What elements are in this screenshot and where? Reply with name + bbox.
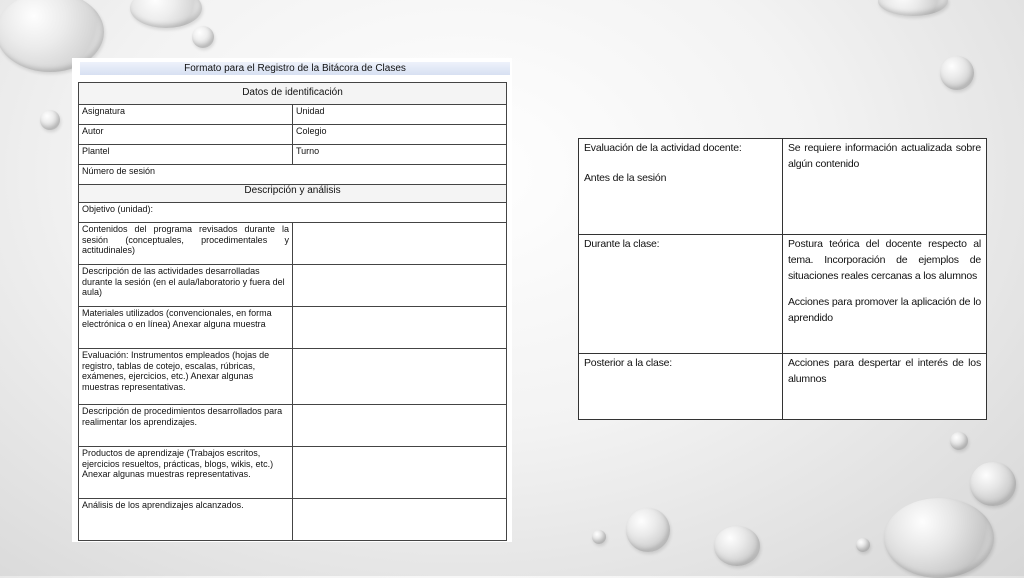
form-row-label: Productos de aprendizaje (Trabajos escritos, ejercicios resueltos, prácticas, blogs, wikis, etc.) Anexar algunas muestras representativas. xyxy=(79,447,293,499)
water-drop-decoration xyxy=(970,462,1016,506)
form-row-value xyxy=(293,223,507,265)
evaluation-detail-cell xyxy=(783,235,987,353)
evaluation-heading: Evaluación de la actividad docente: xyxy=(584,142,742,154)
stage-label: Antes de la sesión xyxy=(584,172,667,184)
water-drop-decoration xyxy=(950,432,968,450)
evaluation-detail: Acciones para promover la aplicación de lo aprendido xyxy=(788,296,981,325)
form-row-label: Contenidos del programa revisados durante la sesión (conceptuales, procedimentales y actitudinales) xyxy=(79,223,293,265)
water-drop-decoration xyxy=(192,26,214,48)
water-drop-decoration xyxy=(714,526,760,566)
water-drop-decoration xyxy=(130,0,202,28)
evaluation-table xyxy=(578,138,987,420)
water-drop-decoration xyxy=(626,508,670,552)
water-drop-decoration xyxy=(40,110,60,130)
field-label: Plantel xyxy=(79,145,293,165)
bitacora-form xyxy=(72,58,512,542)
field-label: Autor xyxy=(79,125,293,145)
field-label: Unidad xyxy=(293,105,507,125)
section-header-descripcion: Descripción y análisis xyxy=(79,185,507,203)
form-row-label: Análisis de los aprendizajes alcanzados. xyxy=(79,499,293,541)
form-title: Formato para el Registro de la Bitácora de Clases xyxy=(80,62,510,75)
form-row-label: Evaluación: Instrumentos empleados (hojas de registro, tablas de cotejo, escalas, rúbricas, exámenes, ejercicios, etc.) Anexar algunas muestras representativas. xyxy=(79,349,293,405)
stage-label: Durante la clase: xyxy=(579,235,783,353)
form-row-value xyxy=(293,265,507,307)
water-drop-decoration xyxy=(940,56,974,90)
water-drop-decoration xyxy=(592,530,606,544)
evaluation-detail: Postura teórica del docente respecto al tema. Incorporación de ejemplos de situaciones reales cercanas a los alumnos xyxy=(788,238,981,283)
form-row-value xyxy=(293,349,507,405)
evaluation-stage-cell xyxy=(579,139,783,235)
form-row-value xyxy=(293,405,507,447)
form-row-label: Materiales utilizados (convencionales, en forma electrónica o en línea) Anexar alguna muestra xyxy=(79,307,293,349)
evaluation-table-container xyxy=(578,138,986,420)
stage-label: Posterior a la clase: xyxy=(579,353,783,419)
water-drop-decoration xyxy=(856,538,870,552)
section-header-datos: Datos de identificación xyxy=(79,83,507,105)
water-drop-decoration xyxy=(878,0,948,16)
form-row-label: Descripción de las actividades desarrolladas durante la sesión (en el aula/laboratorio y fuera del aula) xyxy=(79,265,293,307)
form-row-value xyxy=(293,499,507,541)
objetivo-label: Objetivo (unidad): xyxy=(79,203,507,223)
form-row-value xyxy=(293,307,507,349)
water-drop-decoration xyxy=(884,498,994,578)
evaluation-detail-cell: Se requiere información actualizada sobre algún contenido xyxy=(783,139,987,235)
form-row-value xyxy=(293,447,507,499)
evaluation-detail-cell: Acciones para despertar el interés de los alumnos xyxy=(783,353,987,419)
numero-sesion-label: Número de sesión xyxy=(79,165,507,185)
form-row-label: Descripción de procedimientos desarrollados para realimentar los aprendizajes. xyxy=(79,405,293,447)
field-label: Colegio xyxy=(293,125,507,145)
identification-table xyxy=(78,82,507,541)
field-label: Turno xyxy=(293,145,507,165)
field-label: Asignatura xyxy=(79,105,293,125)
